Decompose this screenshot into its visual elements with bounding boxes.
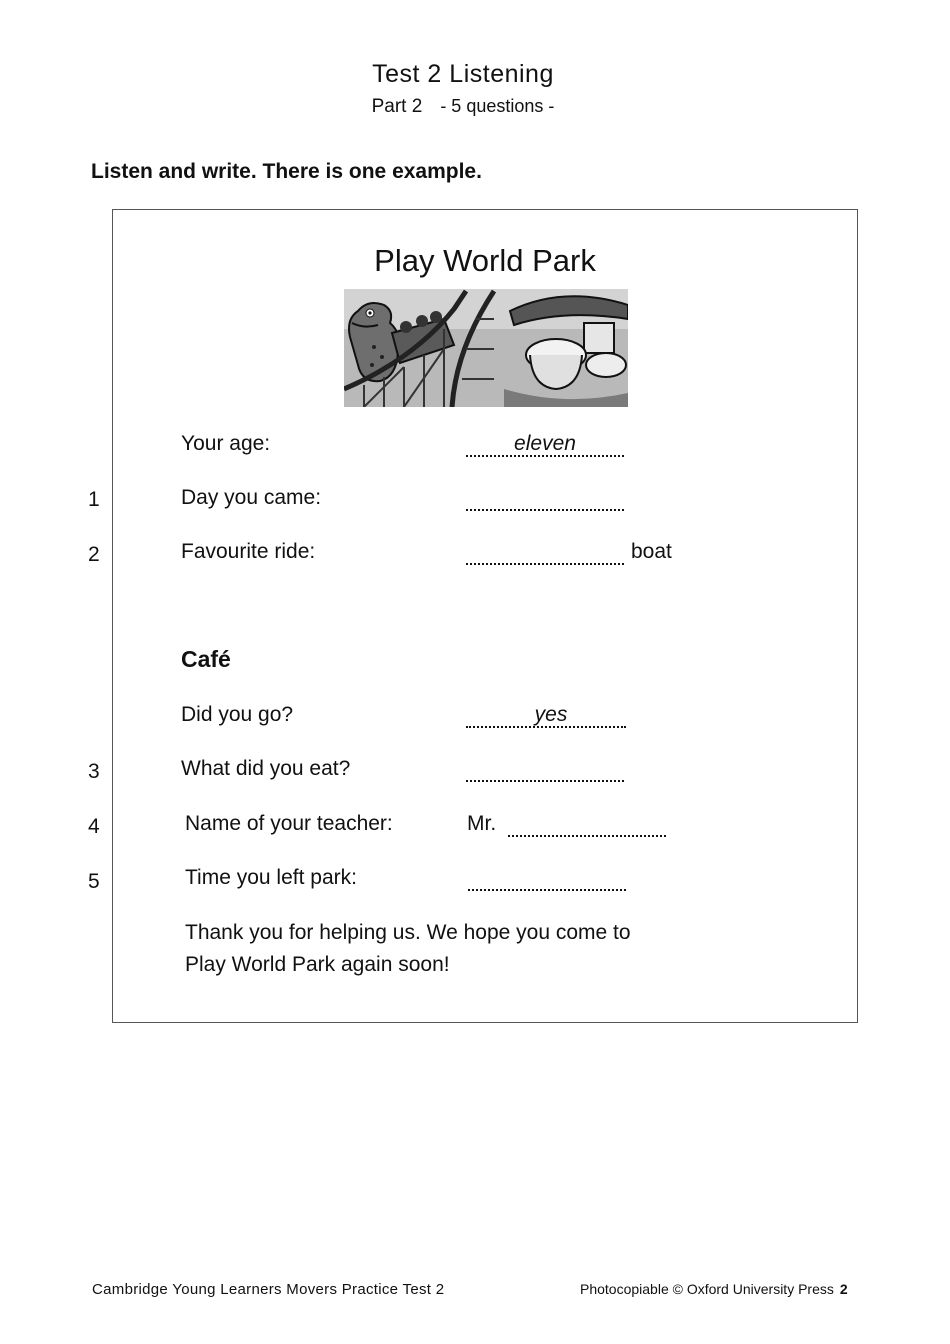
label-did-you-go: Did you go? <box>181 703 294 726</box>
footer-copyright <box>580 1281 848 1297</box>
thank-you-message <box>185 917 705 981</box>
answer-line-ride[interactable] <box>466 549 624 565</box>
questions-count: - 5 questions - <box>440 96 555 116</box>
copyright-text: Photocopiable © Oxford University Press <box>580 1281 834 1297</box>
label-favourite-ride: Favourite ride: <box>181 540 316 563</box>
label-teacher-name: Name of your teacher: <box>185 812 393 835</box>
question-number-1: 1 <box>88 488 100 511</box>
thank-you-line-2: Play World Park again soon! <box>185 953 450 976</box>
page-number: 2 <box>839 1281 848 1297</box>
roller-coaster-illustration <box>344 289 628 407</box>
cafe-heading: Café <box>181 646 231 672</box>
example-answer-yes: yes <box>534 703 568 726</box>
label-what-did-you-eat: What did you eat? <box>181 757 351 780</box>
test-subtitle <box>0 96 926 118</box>
footer-test-name: Cambridge Young Learners Movers Practice Test 2 <box>92 1281 445 1298</box>
question-number-5: 5 <box>88 870 100 893</box>
question-number-4: 4 <box>88 815 100 838</box>
instruction: Listen and write. There is one example. <box>91 160 482 183</box>
park-title: Play World Park <box>374 243 596 278</box>
teacher-prefix: Mr. <box>467 812 497 835</box>
ride-suffix: boat <box>631 540 672 563</box>
test-title: Test 2 Listening <box>372 60 554 88</box>
answer-line-teacher[interactable] <box>508 821 666 837</box>
example-answer-age: eleven <box>514 432 576 455</box>
part-label: Part 2 <box>371 96 423 117</box>
answer-line-time[interactable] <box>468 875 626 891</box>
answer-line-eat[interactable] <box>466 766 624 782</box>
question-number-2: 2 <box>88 543 100 566</box>
label-day-you-came: Day you came: <box>181 486 322 509</box>
answer-line-day[interactable] <box>466 495 624 511</box>
question-number-3: 3 <box>88 760 100 783</box>
label-time-left-park: Time you left park: <box>185 866 357 889</box>
thank-you-line-1: Thank you for helping us. We hope you come to <box>185 921 631 944</box>
label-your-age: Your age: <box>181 432 271 455</box>
